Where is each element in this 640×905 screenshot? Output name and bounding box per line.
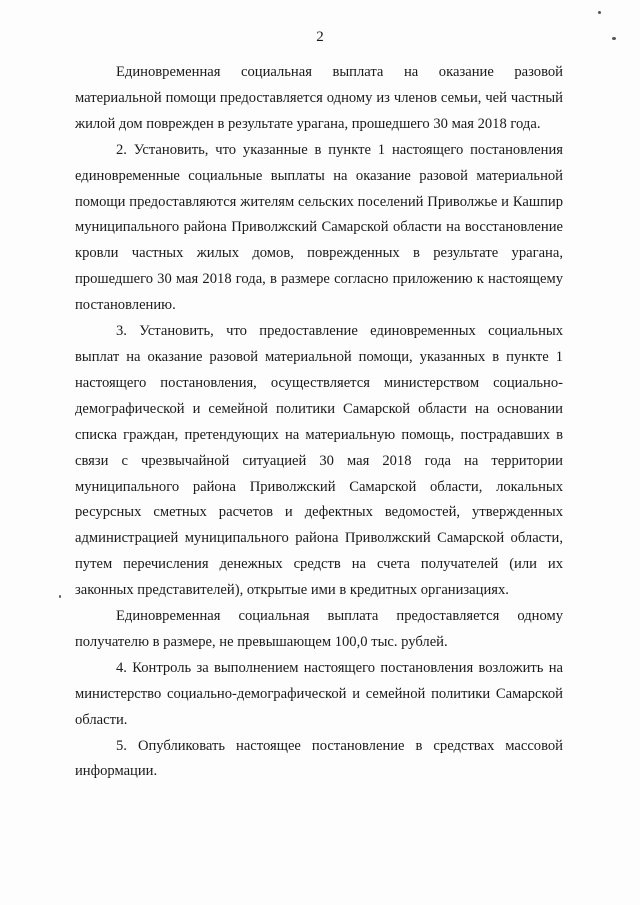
scan-speck <box>612 37 616 40</box>
paragraph-item-2: 2. Установить, что указанные в пункте 1 настоящего постановления единовременные социальные выплаты на оказание разовой материальной помощи предоставляются жителям сельских поселений Приволжье и Кашпир муниципального района Приволжский Самарской области на восстановление кровли частных жилых домов, поврежденных в результате урагана, прошедшего 30 мая 2018 года, в размере согласно приложению к настоящему постановлению. <box>75 141 563 314</box>
scan-speck <box>59 595 61 598</box>
paragraph-item-3: 3. Установить, что предоставление единовременных социальных выплат на оказание разовой материальной помощи, указанных в пункте 1 настоящего постановления, осуществляется министерством социально-демографической и семейной политики Самарской области на основании списка граждан, претендующих на материальную помощь, пострадавших в связи с чрезвычайной ситуацией 30 мая 2018 года на территории муниципального района Приволжский Самарской области, локальных ресурсных сметных расчетов и дефектных ведомостей, утвержденных администрацией муниципального района Приволжский Самарской области, путем перечисления денежных средств на счета получателей (или их законных представителей), открытые ими в кредитных организациях. <box>75 323 563 599</box>
page-number: 2 <box>316 29 324 45</box>
paragraph-payment-recipient: Единовременная социальная выплата на оказание разовой материальной помощи предоставляется одному из членов семьи, чей частный жилой дом поврежден в результате урагана, прошедшего 30 мая 2018 года. <box>75 64 563 132</box>
paragraph-item-4: 4. Контроль за выполнением настоящего постановления возложить на министерство социально-демографической и семейной политики Самарской области. <box>75 659 563 728</box>
document-body <box>75 60 563 785</box>
paragraph-item-5: 5. Опубликовать настоящее постановление в средствах массовой информации. <box>75 737 563 780</box>
paragraph-payment-limit: Единовременная социальная выплата предоставляется одному получателю в размере, не превышающем 100,0 тыс. рублей. <box>75 608 563 650</box>
scan-speck <box>598 11 601 14</box>
